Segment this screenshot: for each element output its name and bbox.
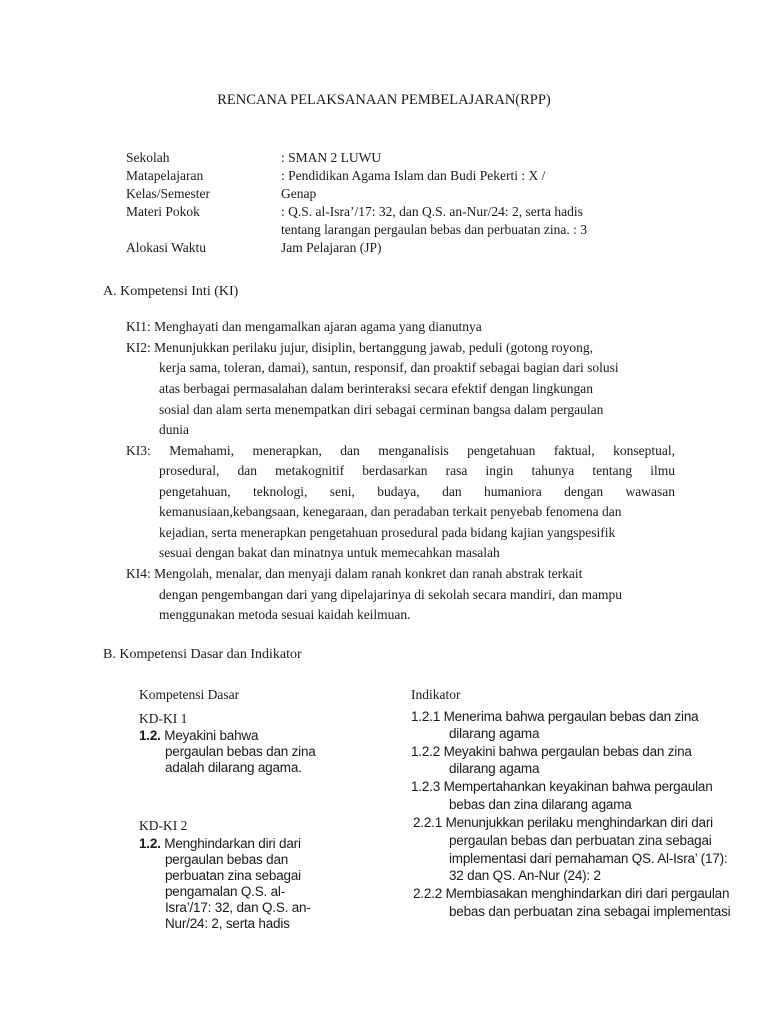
kd-1-2-number: 1.2. [139,728,161,743]
ki3-line1: KI3: Memahami, menerapkan, dan menganalisis pengetahuan faktual, konseptual, [126,443,675,458]
kd-2-2-line6: Nur/24: 2, serta hadis [165,916,290,931]
indikator-2-2-1-line4: 32 dan QS. An-Nur (24): 2 [449,868,601,883]
ki2-line4: sosial dan alam serta menempatkan diri sebagai cerminan bangsa dalam pergaulan [159,402,604,417]
alokasi-label: Alokasi Waktu [126,240,207,255]
kd-1-2-text: Meyakini bahwa [160,728,259,743]
ki1-text: KI1: Menghayati dan mengamalkan ajaran agama yang dianutnya [126,319,482,334]
indikator-2-2-1-line1: 2.2.1 Menunjukkan perilaku menghindarkan diri dari [413,815,713,830]
materi-value-line1: : Q.S. al-Isra’/17: 32, dan Q.S. an-Nur/24: 2, serta hadis [281,204,583,219]
kd-1-2-line3: adalah dilarang agama. [165,760,302,775]
indikator-column-header: Indikator [411,687,461,702]
indikator-2-2-1-line2: pergaulan bebas dan perbuatan zina sebagai [449,833,712,848]
indikator-2-2-2-line2: bebas dan perbuatan zina sebagai implementasi [449,904,731,919]
kelas-label: Kelas/Semester [126,186,210,201]
section-a-heading: A. Kompetensi Inti (KI) [103,284,239,299]
sekolah-label: Sekolah [126,150,170,165]
materi-label: Materi Pokok [126,204,200,219]
kd-2-2-line4: pengamalan Q.S. al- [165,884,286,899]
kd-column-header: Kompetensi Dasar [139,687,240,702]
mapel-label: Matapelajaran [126,168,204,183]
ki4-line1: KI4: Mengolah, menalar, dan menyaji dalam ranah konkret dan ranah abstrak terkait [126,566,583,581]
indikator-1-2-1-line1: 1.2.1 Menerima bahwa pergaulan bebas dan zina [411,709,699,724]
ki3-line6: sesuai dengan bakat dan minatnya untuk memecahkan masalah [159,545,500,560]
indikator-2-2-2-line1: 2.2.2 Membiasakan menghindarkan diri dari pergaulan [413,886,730,901]
ki4-line3: menggunakan metoda sesuai kaidah keilmuan. [159,607,411,622]
ki2-line1: KI2: Menunjukkan perilaku jujur, disiplin, bertanggung jawab, peduli (gotong royong, [126,340,594,355]
indikator-1-2-2-line2: dilarang agama [449,761,540,776]
ki3-line2: prosedural, dan metakognitif berdasarkan rasa ingin tahunya tentang ilmu [159,463,675,478]
kelas-value: Genap [281,186,317,201]
mapel-value: : Pendidikan Agama Islam dan Budi Pekerti : X / [281,168,546,183]
kd-ki2-label: KD-KI 2 [139,818,188,833]
indikator-1-2-2-line1: 1.2.2 Meyakini bahwa pergaulan bebas dan zina [411,744,692,759]
indikator-1-2-3-line2: bebas dan zina dilarang agama [449,797,632,812]
indikator-2-2-1-line3: implementasi dari pemahaman QS. Al-Isra’ (17): [449,851,728,866]
kd-2-2-line2: pergaulan bebas dan [165,852,289,867]
sekolah-value: : SMAN 2 LUWU [281,150,382,165]
page-title: RENCANA PELAKSANAAN PEMBELAJARAN(RPP) [217,92,551,108]
kd-2-2-line5: Isra’/17: 32, dan Q.S. an- [165,900,311,915]
ki2-line5: dunia [159,422,189,437]
ki2-line3: atas berbagai permasalahan dalam berinteraksi secara efektif dengan lingkungan [159,381,594,396]
alokasi-value: Jam Pelajaran (JP) [281,240,382,255]
kd-2-2-text: Menghindarkan diri dari [160,836,301,851]
kd-1-2-line2: pergaulan bebas dan zina [165,744,316,759]
ki3-line4: kemanusiaan,kebangsaan, kenegaraan, dan peradaban terkait penyebab fenomena dan [159,504,622,519]
ki3-line3: pengetahuan, teknologi, seni, budaya, dan humaniora dengan wawasan [159,484,675,499]
ki2-line2: kerja sama, toleran, damai), santun, responsif, dan proaktif sebagai bagian dari solusi [159,360,619,375]
ki3-line5: kejadian, serta menerapkan pengetahuan prosedural pada bidang kajian yangspesifik [159,525,616,540]
kd-ki1-label: KD-KI 1 [139,711,188,726]
kd-2-2-number: 1.2. [139,836,161,851]
kd-2-2-line3: perbuatan zina sebagai [165,868,301,883]
indikator-1-2-3-line1: 1.2.3 Mempertahankan keyakinan bahwa pergaulan [411,779,713,794]
section-b-heading: B. Kompetensi Dasar dan Indikator [103,647,302,662]
indikator-1-2-1-line2: dilarang agama [449,726,540,741]
ki4-line2: dengan pengembangan dari yang dipelajarinya di sekolah secara mandiri, dan mampu [159,587,622,602]
materi-value-line2: tentang larangan pergaulan bebas dan perbuatan zina. : 3 [281,222,587,237]
